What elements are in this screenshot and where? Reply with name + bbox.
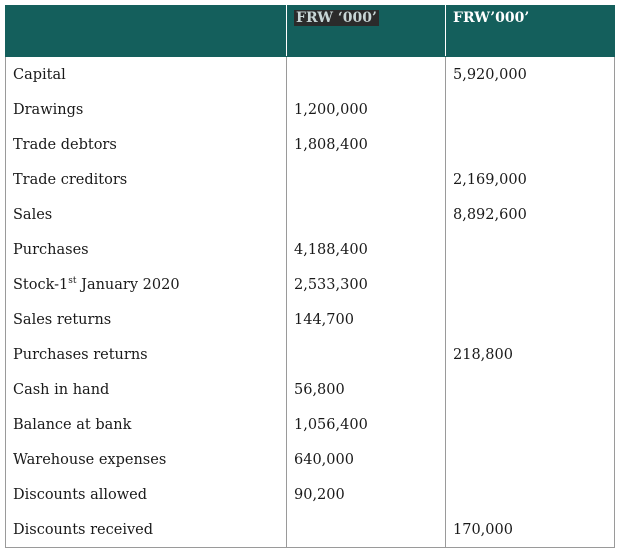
credit-amount: [446, 232, 615, 267]
credit-amount: [446, 302, 615, 337]
account-name: Trade debtors: [6, 127, 287, 162]
credit-amount: [446, 372, 615, 407]
account-name: Sales returns: [6, 302, 287, 337]
debit-amount: 56,800: [287, 372, 446, 407]
trial-balance-table-container: [5, 5, 614, 548]
table-row: [6, 337, 615, 372]
table-header: [6, 6, 615, 57]
account-name: Purchases returns: [6, 337, 287, 372]
header-cell-credit: FRW’000’: [446, 6, 615, 57]
debit-amount: 1,056,400: [287, 407, 446, 442]
debit-amount: 4,188,400: [287, 232, 446, 267]
credit-amount: [446, 92, 615, 127]
credit-amount: [446, 267, 615, 302]
credit-amount: 5,920,000: [446, 57, 615, 93]
debit-amount: [287, 512, 446, 548]
table-row: [6, 477, 615, 512]
credit-amount: 8,892,600: [446, 197, 615, 232]
table-row: [6, 442, 615, 477]
table-row: [6, 162, 615, 197]
table-row: [6, 232, 615, 267]
account-name: Warehouse expenses: [6, 442, 287, 477]
account-name: [6, 267, 287, 302]
table-row: [6, 512, 615, 548]
table-row: [6, 372, 615, 407]
table-body: [6, 57, 615, 548]
debit-amount: 90,200: [287, 477, 446, 512]
debit-amount: [287, 57, 446, 93]
credit-amount: [446, 127, 615, 162]
credit-amount: 170,000: [446, 512, 615, 548]
debit-amount: [287, 162, 446, 197]
table-row: [6, 407, 615, 442]
credit-amount: 2,169,000: [446, 162, 615, 197]
debit-amount: 1,808,400: [287, 127, 446, 162]
credit-amount: [446, 407, 615, 442]
header-cell-debit: [287, 6, 446, 57]
account-name: Sales: [6, 197, 287, 232]
header-row: [6, 6, 615, 57]
ordinal-suffix: st: [68, 275, 77, 286]
account-name: Trade creditors: [6, 162, 287, 197]
account-name: Balance at bank: [6, 407, 287, 442]
debit-amount: 144,700: [287, 302, 446, 337]
credit-amount: 218,800: [446, 337, 615, 372]
table-row: [6, 302, 615, 337]
account-name: Discounts received: [6, 512, 287, 548]
table-row: [6, 127, 615, 162]
account-name: Purchases: [6, 232, 287, 267]
table-row: [6, 197, 615, 232]
credit-amount: [446, 477, 615, 512]
header-cell-account: [6, 6, 287, 57]
account-name-main: Stock-1: [13, 276, 69, 293]
credit-amount: [446, 442, 615, 477]
account-name-rest: January 2020: [76, 276, 180, 293]
table-row: [6, 267, 615, 302]
debit-amount: 1,200,000: [287, 92, 446, 127]
account-name: Cash in hand: [6, 372, 287, 407]
account-name: Discounts allowed: [6, 477, 287, 512]
table-row: [6, 92, 615, 127]
trial-balance-table: [5, 5, 615, 548]
header-debit-label: FRW ‘000’: [296, 10, 377, 26]
debit-amount: [287, 197, 446, 232]
debit-amount: [287, 337, 446, 372]
table-row: [6, 57, 615, 93]
debit-amount: 2,533,300: [287, 267, 446, 302]
debit-amount: 640,000: [287, 442, 446, 477]
account-name: Drawings: [6, 92, 287, 127]
account-name: Capital: [6, 57, 287, 93]
